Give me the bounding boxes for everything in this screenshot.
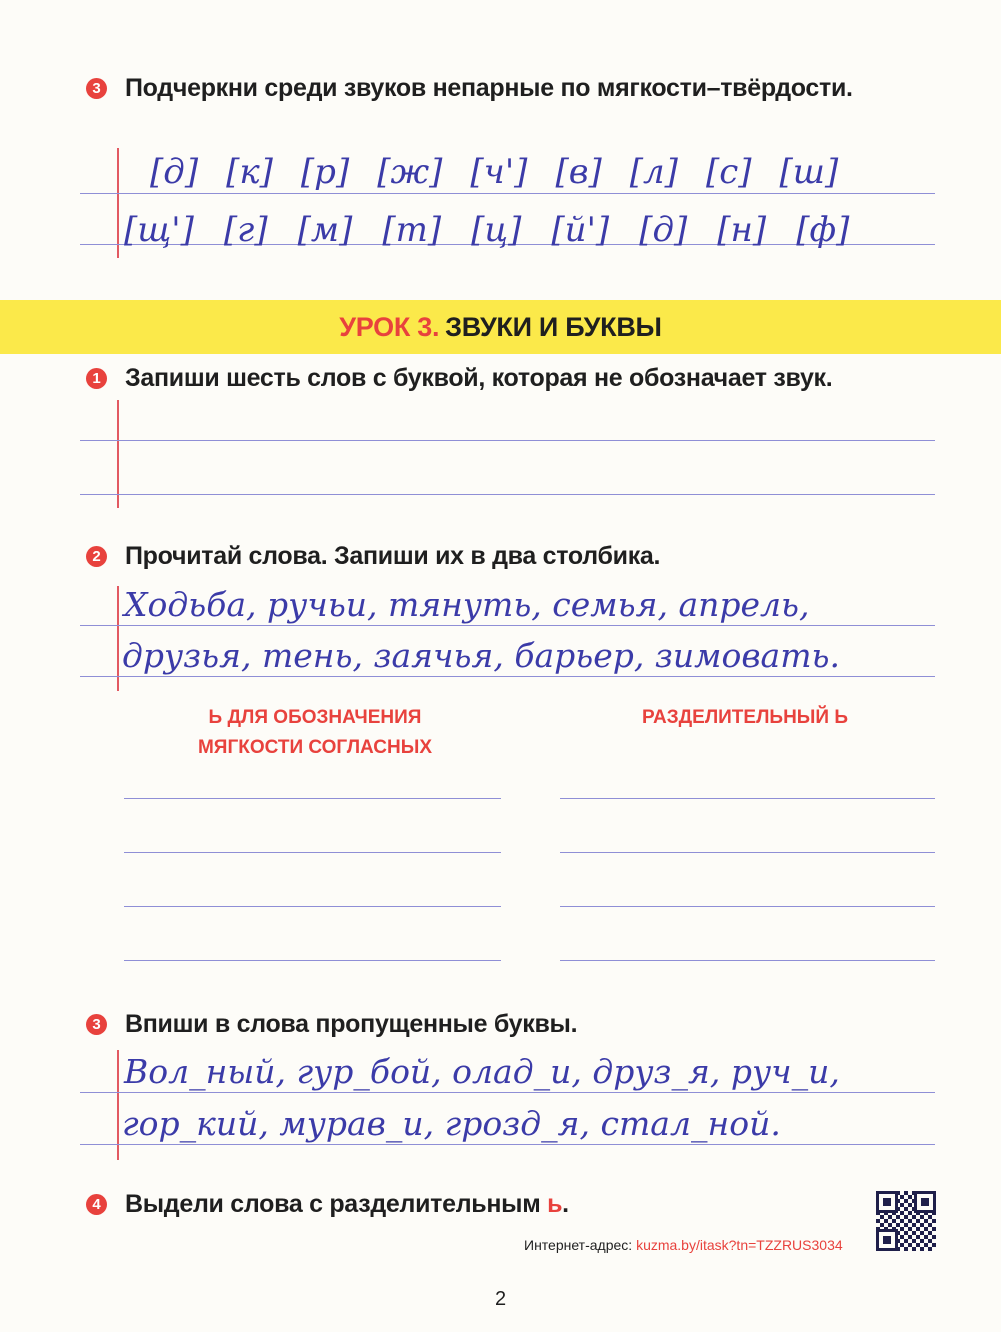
sound-item: [д] xyxy=(639,210,688,250)
task-3-top xyxy=(86,74,853,103)
writing-line xyxy=(80,494,935,495)
sounds-row-1 xyxy=(150,152,866,192)
task-number-badge: 4 xyxy=(86,1194,107,1215)
task-1 xyxy=(86,364,832,393)
answer-line-left xyxy=(124,852,501,853)
sounds-row-2 xyxy=(124,210,879,250)
writing-line xyxy=(80,1144,935,1145)
column-heading-soft-sign xyxy=(160,703,470,763)
sound-item: [с] xyxy=(705,152,752,192)
task-instruction: Прочитай слова. Запиши их в два столбика. xyxy=(125,542,661,570)
answer-line-right xyxy=(560,852,935,853)
writing-line xyxy=(80,676,935,677)
sound-item: [ч'] xyxy=(470,152,528,192)
sound-item: [г] xyxy=(223,210,268,250)
soft-sign-letter: ь xyxy=(547,1190,563,1218)
sound-item: [м] xyxy=(297,210,353,250)
task-instruction: Впиши в слова пропущенные буквы. xyxy=(125,1010,578,1038)
task-number-badge: 2 xyxy=(86,546,107,567)
qr-finder xyxy=(914,1191,936,1213)
lesson-label: УРОК 3. xyxy=(339,311,440,342)
internet-address-label: Интернет-адрес: xyxy=(524,1237,633,1253)
answer-line-right xyxy=(560,798,935,799)
sound-item: [т] xyxy=(382,210,442,250)
sound-item: [ш] xyxy=(779,152,839,192)
sound-item: [к] xyxy=(226,152,273,192)
qr-finder xyxy=(876,1191,898,1213)
qr-finder xyxy=(876,1229,898,1251)
sound-item: [ц] xyxy=(471,210,522,250)
writing-line xyxy=(80,193,935,194)
sound-item: [д] xyxy=(150,152,199,192)
margin-line xyxy=(117,400,119,508)
handwritten-words-line-2: друзья, тень, заячья, барьер, зимовать. xyxy=(122,636,840,675)
answer-line-right xyxy=(560,906,935,907)
sound-item: [л] xyxy=(629,152,678,192)
writing-line xyxy=(80,440,935,441)
task-instruction: Подчеркни среди звуков непарные по мягкости–твёрдости. xyxy=(125,74,853,102)
task-instruction: Запиши шесть слов с буквой, которая не обозначает звук. xyxy=(125,364,833,392)
sound-item: [щ'] xyxy=(124,210,194,250)
column-heading-separating-sign: РАЗДЕЛИТЕЛЬНЫЙ Ь xyxy=(641,707,848,728)
task-instruction-text: Выдели слова с разделительным xyxy=(125,1190,541,1218)
task-number-badge: 3 xyxy=(86,78,107,99)
internet-address xyxy=(524,1237,843,1253)
sound-item: [р] xyxy=(300,152,350,192)
task-4 xyxy=(86,1190,569,1219)
handwritten-fill-in-line-2: гор_кий, мурав_и, грозд_я, стал_ной. xyxy=(122,1104,781,1143)
sound-item: [ж] xyxy=(377,152,443,192)
task-2 xyxy=(86,542,660,571)
sound-item: [в] xyxy=(555,152,602,192)
lesson-banner xyxy=(0,300,1001,354)
task-3 xyxy=(86,1010,577,1039)
sound-item: [ф] xyxy=(796,210,850,250)
qr-code-icon[interactable] xyxy=(876,1191,936,1251)
task-number-badge: 3 xyxy=(86,1014,107,1035)
margin-line xyxy=(117,148,119,258)
period: . xyxy=(562,1190,569,1218)
task-number-badge: 1 xyxy=(86,368,107,389)
writing-line xyxy=(80,1092,935,1093)
answer-line-left xyxy=(124,798,501,799)
answer-line-left xyxy=(124,906,501,907)
lesson-title: ЗВУКИ И БУКВЫ xyxy=(445,311,662,342)
answer-line-left xyxy=(124,960,501,961)
column-heading-line: Ь ДЛЯ ОБОЗНАЧЕНИЯ xyxy=(208,707,422,728)
column-heading-line: МЯГКОСТИ СОГЛАСНЫХ xyxy=(197,737,433,758)
page-number: 2 xyxy=(494,1288,507,1310)
handwritten-words-line-1: Ходьба, ручьи, тянуть, семья, апрель, xyxy=(124,585,810,624)
handwritten-fill-in-line-1: Вол_ный, гур_бой, олад_и, друз_я, руч_и, xyxy=(124,1052,840,1091)
writing-line xyxy=(80,625,935,626)
task-instruction xyxy=(125,1190,569,1219)
answer-line-right xyxy=(560,960,935,961)
sound-item: [н] xyxy=(717,210,767,250)
internet-address-link[interactable]: kuzma.by/itask?tn=TZZRUS3034 xyxy=(636,1237,843,1253)
sound-item: [й'] xyxy=(551,210,610,250)
